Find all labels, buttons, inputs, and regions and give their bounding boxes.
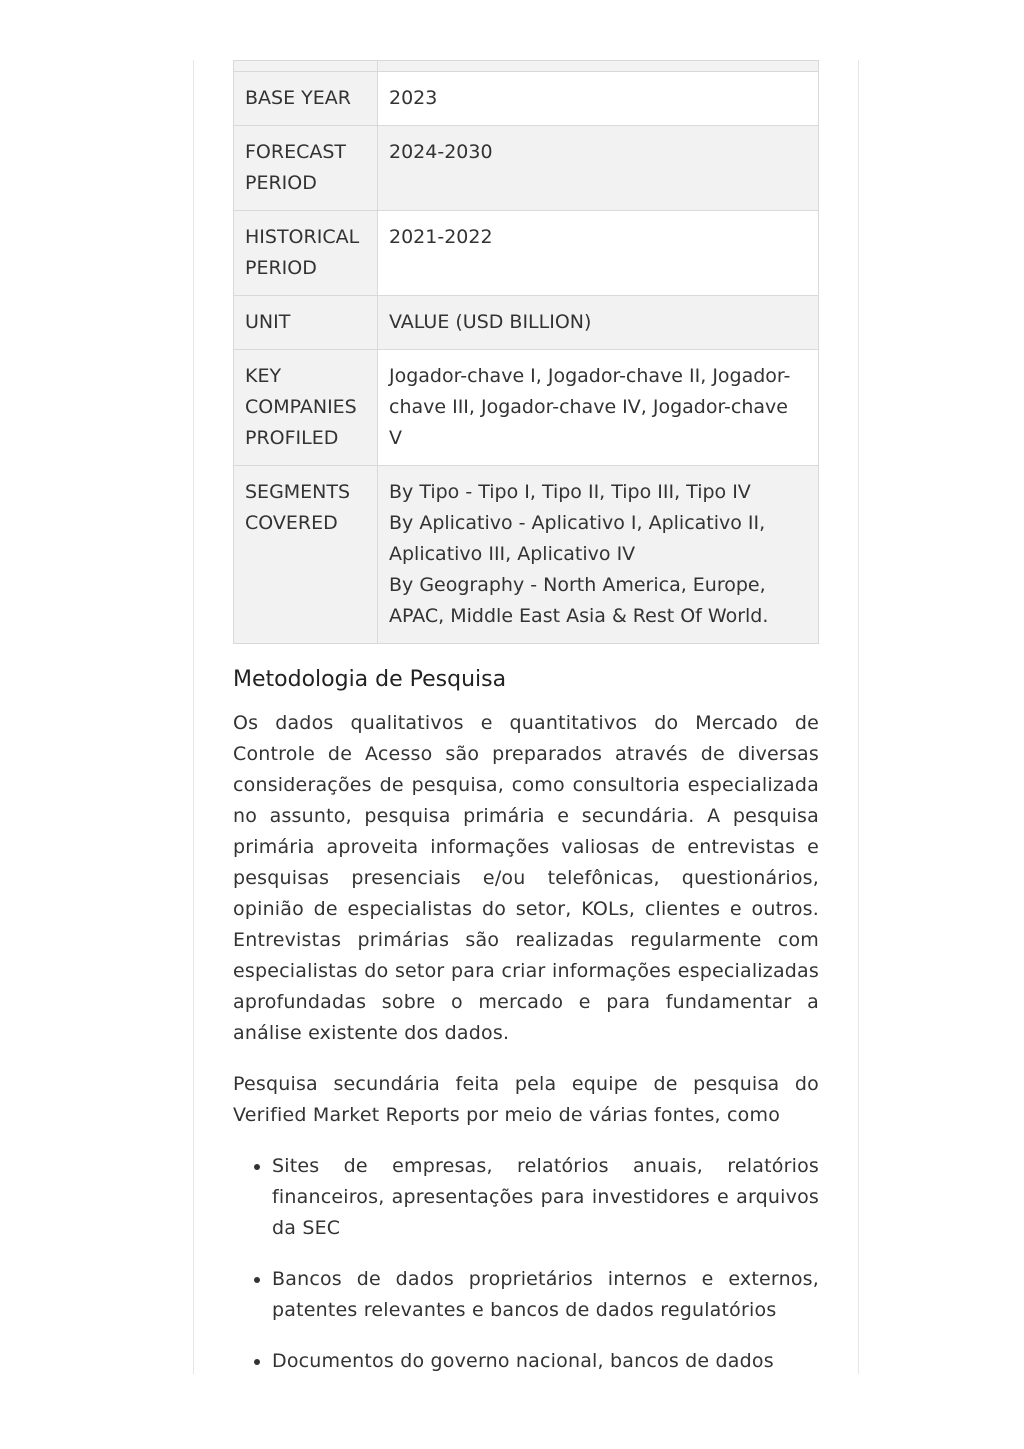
row-value: VALUE (USD BILLION) xyxy=(378,296,819,350)
table-row xyxy=(234,466,819,644)
methodology-paragraph: Os dados qualitativos e quantitativos do Mercado de Controle de Acesso são preparados através de diversas considerações de pesquisa, como consultoria especializada no assunto, pesquisa primária e secundária. A pesquisa primária aproveita informações valiosas de entrevistas e pesquisas presenciais e/ou telefônicas, questionários, opinião de especialistas do setor, KOLs, clientes e outros. Entrevistas primárias são realizadas regularmente com especialistas do setor para criar informações especializadas aprofundadas sobre o mercado e para fundamentar a análise existente dos dados. xyxy=(233,712,819,1044)
row-key: FORECAST PERIOD xyxy=(234,126,378,211)
row-key: HISTORICAL PERIOD xyxy=(234,211,378,296)
segment-line: By Geography - North America, Europe, APAC, Middle East Asia & Rest Of World. xyxy=(389,574,769,627)
table-row xyxy=(234,126,819,211)
table-row-partial xyxy=(234,61,819,72)
list-item: • Bancos de dados proprietários internos e externos, patentes relevantes e bancos de dados regulatórios xyxy=(272,1264,819,1326)
row-key: BASE YEAR xyxy=(234,72,378,126)
table-row xyxy=(234,350,819,466)
row-value xyxy=(378,466,819,644)
row-key: SEGMENTS COVERED xyxy=(234,466,378,644)
row-value: 2021-2022 xyxy=(378,211,819,296)
row-key: KEY COMPANIES PROFILED xyxy=(234,350,378,466)
report-scope-table xyxy=(233,60,819,644)
row-value: 2024-2030 xyxy=(378,126,819,211)
table-row xyxy=(234,72,819,126)
segment-line: By Tipo - Tipo I, Tipo II, Tipo III, Tipo IV xyxy=(389,481,751,503)
table-row xyxy=(234,211,819,296)
row-value: Jogador-chave I, Jogador-chave II, Jogador-chave III, Jogador-chave IV, Jogador-chave V xyxy=(378,350,819,466)
segment-line: By Aplicativo - Aplicativo I, Aplicativo II, Aplicativo III, Aplicativo IV xyxy=(389,512,766,565)
report-content xyxy=(233,60,819,1397)
table-row xyxy=(234,296,819,350)
row-key: UNIT xyxy=(234,296,378,350)
sources-list xyxy=(233,1151,819,1377)
section-heading: Metodologia de Pesquisa xyxy=(233,667,507,692)
row-value: 2023 xyxy=(378,72,819,126)
list-item: • Documentos do governo nacional, bancos de dados xyxy=(272,1346,819,1377)
list-item: • Sites de empresas, relatórios anuais, relatórios financeiros, apresentações para investidores e arquivos da SEC xyxy=(272,1151,819,1244)
secondary-research-paragraph: Pesquisa secundária feita pela equipe de pesquisa do Verified Market Reports por meio de várias fontes, como xyxy=(233,1073,819,1126)
